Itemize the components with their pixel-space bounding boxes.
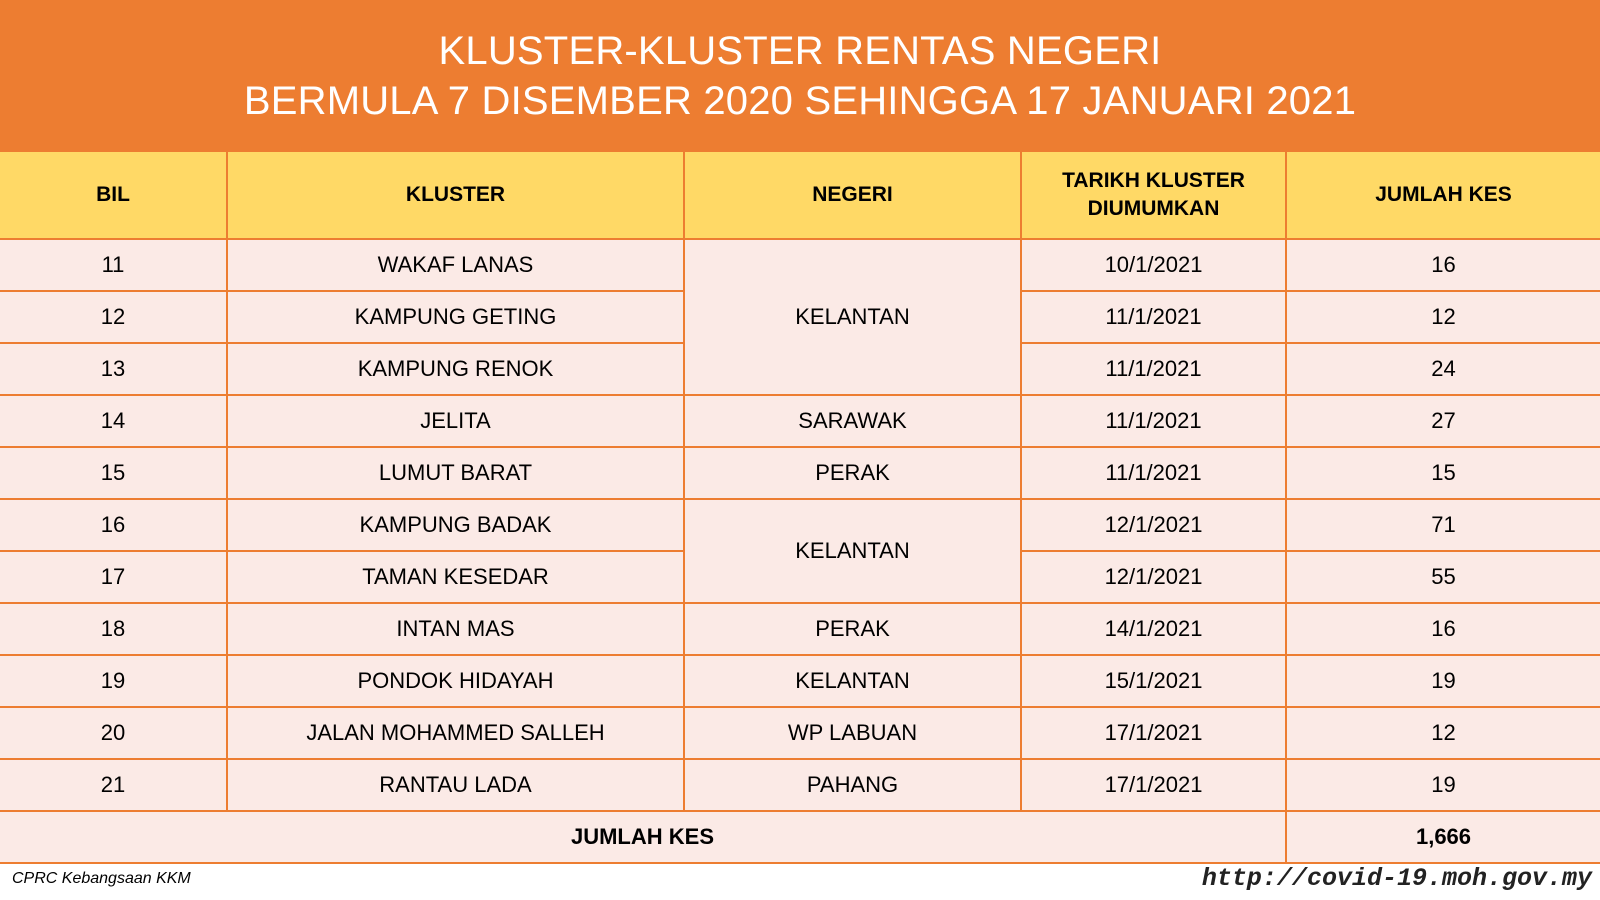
header-tarikh <box>1021 152 1286 239</box>
cell-tarikh: 11/1/2021 <box>1021 395 1286 447</box>
cell-negeri: PERAK <box>684 447 1021 499</box>
cell-kluster: INTAN MAS <box>227 603 684 655</box>
table-row <box>0 707 1600 759</box>
cell-jumlah: 27 <box>1286 395 1600 447</box>
header-jumlah: JUMLAH KES <box>1286 152 1600 239</box>
cell-jumlah: 71 <box>1286 499 1600 551</box>
cell-tarikh: 15/1/2021 <box>1021 655 1286 707</box>
cell-bil: 14 <box>0 395 227 447</box>
cell-jumlah: 16 <box>1286 603 1600 655</box>
header-bil: BIL <box>0 152 227 239</box>
cell-negeri: KELANTAN <box>684 499 1021 603</box>
title-line-2: BERMULA 7 DISEMBER 2020 SEHINGGA 17 JANUARI 2021 <box>243 79 1357 123</box>
header-tarikh-line-1: TARIKH KLUSTER <box>1062 169 1245 192</box>
title-line-1: KLUSTER-KLUSTER RENTAS NEGERI <box>438 29 1162 73</box>
table-row <box>0 395 1600 447</box>
table-row <box>0 603 1600 655</box>
header-kluster: KLUSTER <box>227 152 684 239</box>
total-value: 1,666 <box>1286 811 1600 863</box>
website-url: http://covid-19.moh.gov.my <box>1201 864 1592 893</box>
cell-kluster: KAMPUNG RENOK <box>227 343 684 395</box>
table-row <box>0 447 1600 499</box>
cell-kluster: RANTAU LADA <box>227 759 684 811</box>
cell-jumlah: 24 <box>1286 343 1600 395</box>
cell-tarikh: 12/1/2021 <box>1021 499 1286 551</box>
cell-bil: 13 <box>0 343 227 395</box>
cell-jumlah: 15 <box>1286 447 1600 499</box>
cell-kluster: PONDOK HIDAYAH <box>227 655 684 707</box>
title-banner <box>0 0 1600 152</box>
cell-tarikh: 17/1/2021 <box>1021 707 1286 759</box>
cell-tarikh: 11/1/2021 <box>1021 343 1286 395</box>
cell-negeri: PAHANG <box>684 759 1021 811</box>
cell-bil: 21 <box>0 759 227 811</box>
cell-jumlah: 55 <box>1286 551 1600 603</box>
cell-jumlah: 19 <box>1286 759 1600 811</box>
cell-jumlah: 12 <box>1286 707 1600 759</box>
table-row <box>0 759 1600 811</box>
total-row <box>0 811 1600 863</box>
cell-negeri: PERAK <box>684 603 1021 655</box>
cell-kluster: LUMUT BARAT <box>227 447 684 499</box>
cell-negeri: KELANTAN <box>684 655 1021 707</box>
cell-jumlah: 19 <box>1286 655 1600 707</box>
cell-bil: 11 <box>0 239 227 291</box>
cell-tarikh: 11/1/2021 <box>1021 291 1286 343</box>
cell-jumlah: 12 <box>1286 291 1600 343</box>
cell-bil: 18 <box>0 603 227 655</box>
cell-kluster: JELITA <box>227 395 684 447</box>
cell-kluster: JALAN MOHAMMED SALLEH <box>227 707 684 759</box>
cell-negeri: WP LABUAN <box>684 707 1021 759</box>
cell-tarikh: 14/1/2021 <box>1021 603 1286 655</box>
cell-bil: 17 <box>0 551 227 603</box>
table-row <box>0 655 1600 707</box>
cell-bil: 16 <box>0 499 227 551</box>
cell-tarikh: 11/1/2021 <box>1021 447 1286 499</box>
cell-negeri: SARAWAK <box>684 395 1021 447</box>
cell-tarikh: 17/1/2021 <box>1021 759 1286 811</box>
cell-kluster: WAKAF LANAS <box>227 239 684 291</box>
table-row <box>0 499 1600 551</box>
cell-tarikh: 10/1/2021 <box>1021 239 1286 291</box>
cell-bil: 20 <box>0 707 227 759</box>
cell-kluster: KAMPUNG BADAK <box>227 499 684 551</box>
cell-negeri: KELANTAN <box>684 239 1021 395</box>
source-credit: CPRC Kebangsaan KKM <box>12 870 191 887</box>
cell-tarikh: 12/1/2021 <box>1021 551 1286 603</box>
header-negeri: NEGERI <box>684 152 1021 239</box>
cell-kluster: KAMPUNG GETING <box>227 291 684 343</box>
cell-bil: 12 <box>0 291 227 343</box>
cluster-table <box>0 152 1600 864</box>
cell-kluster: TAMAN KESEDAR <box>227 551 684 603</box>
cell-bil: 19 <box>0 655 227 707</box>
table-row <box>0 239 1600 291</box>
total-label: JUMLAH KES <box>0 811 1286 863</box>
header-tarikh-line-2: DIUMUMKAN <box>1087 197 1220 220</box>
cell-jumlah: 16 <box>1286 239 1600 291</box>
cell-bil: 15 <box>0 447 227 499</box>
table-header-row <box>0 152 1600 239</box>
